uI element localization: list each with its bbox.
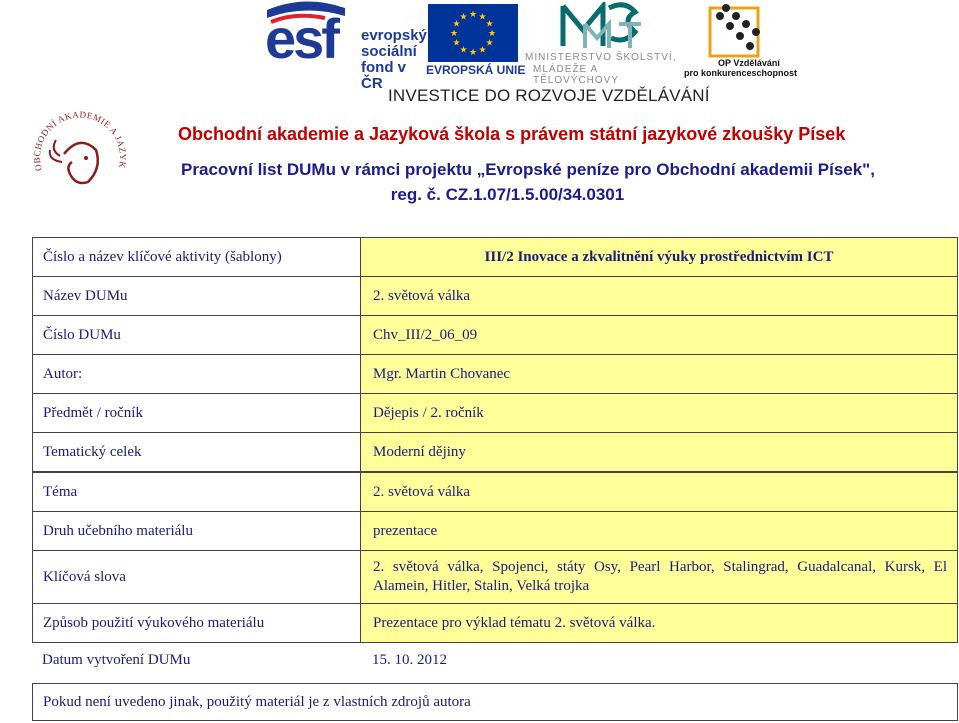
opvk-emblem-icon (706, 2, 776, 60)
esf-wordmark: esf (265, 7, 337, 70)
row-label-subject: Předmět / ročník (32, 393, 361, 433)
row-value-topic: 2. světová válka (360, 472, 958, 512)
esf-logo (265, 0, 427, 92)
row-value-name: 2. světová válka (360, 276, 958, 316)
row-label-date: Datum vytvoření DUMu (42, 652, 191, 668)
row-value-author: Mgr. Martin Chovanec (360, 354, 958, 394)
eu-star-icon: ★ (487, 28, 497, 38)
row-label-author: Autor: (32, 354, 361, 394)
eu-flag (428, 4, 518, 62)
row-value-type: prezentace (360, 511, 958, 551)
row-label-name: Název DUMu (32, 276, 361, 316)
row-label-usage: Způsob použití výukového materiálu (32, 603, 361, 643)
eu-star-icon: ★ (478, 11, 487, 22)
row-label-type: Druh učebního materiálu (32, 511, 361, 551)
eu-star-icon: ★ (449, 28, 459, 38)
project-line-2: reg. č. CZ.1.07/1.5.00/34.0301 (390, 185, 625, 204)
opvk-line1: OP Vzdělávání (718, 58, 780, 68)
seal-text: OBCHODNÍ AKADEMIE A JAZYK (31, 110, 129, 172)
eu-star-icon: ★ (478, 44, 487, 55)
row-value-usage: Prezentace pro výklad tématu 2. světová válka. (360, 603, 958, 643)
eu-stars-icon (428, 4, 518, 62)
row-label-keywords: Klíčová slova (32, 550, 361, 604)
row-label-topic: Téma (32, 472, 361, 512)
eu-star-icon: ★ (468, 47, 478, 57)
eu-star-icon: ★ (452, 18, 461, 29)
project-line-1: Pracovní list DUMu v rámci projektu „Evropské peníze pro Obchodní akademii Písek", (181, 160, 875, 179)
eu-star-icon: ★ (468, 9, 478, 19)
opvk-logo (684, 0, 800, 80)
eu-star-icon: ★ (452, 37, 461, 48)
eu-label: EVROPSKÁ UNIE (426, 63, 526, 77)
msmt-emblem-icon (525, 2, 685, 52)
row-value-activity: III/2 Inovace a zkvalitnění výuky prostřednictvím ICT (360, 237, 958, 277)
row-value-date: 15. 10. 2012 (372, 652, 447, 668)
invest-banner: INVESTICE DO ROZVOJE VZDĚLÁVÁNÍ (388, 86, 710, 105)
row-label-number: Číslo DUMu (32, 315, 361, 355)
row-value-unit: Moderní dějiny (360, 432, 958, 472)
eu-star-icon: ★ (459, 44, 468, 55)
eu-star-icon: ★ (485, 18, 494, 29)
row-value-keywords: 2. světová válka, Spojenci, státy Osy, Pearl Harbor, Stalingrad, Guadalcanal, Kursk, El Alamein, Hitler, Stalin, Velká trojka (360, 550, 958, 604)
esf-line3: fond v ČR (361, 59, 406, 92)
msmt-line1: MINISTERSTVO ŠKOLSTVÍ, (525, 52, 677, 63)
eu-star-icon: ★ (459, 11, 468, 22)
opvk-line2: pro konkurenceschopnost (684, 68, 798, 78)
footer-note: Pokud není uvedeno jinak, použitý materiál je z vlastních zdrojů autora (32, 683, 958, 721)
row-value-subject: Dějepis / 2. ročník (360, 393, 958, 433)
esf-line2: sociální (361, 43, 417, 60)
msmt-line2: MLÁDEŽE A TĚLOVÝCHOVY (533, 64, 620, 86)
eu-star-icon: ★ (485, 37, 494, 48)
school-title: Obchodní akademie a Jazyková škola s právem státní jazykové zkoušky Písek (178, 124, 846, 144)
row-value-number: Chv_III/2_06_09 (360, 315, 958, 355)
row-label-unit: Tematický celek (32, 432, 361, 472)
msmt-logo (525, 2, 685, 86)
esf-line1: evropský (361, 27, 427, 44)
row-label-activity: Číslo a název klíčové aktivity (šablony) (32, 237, 361, 277)
